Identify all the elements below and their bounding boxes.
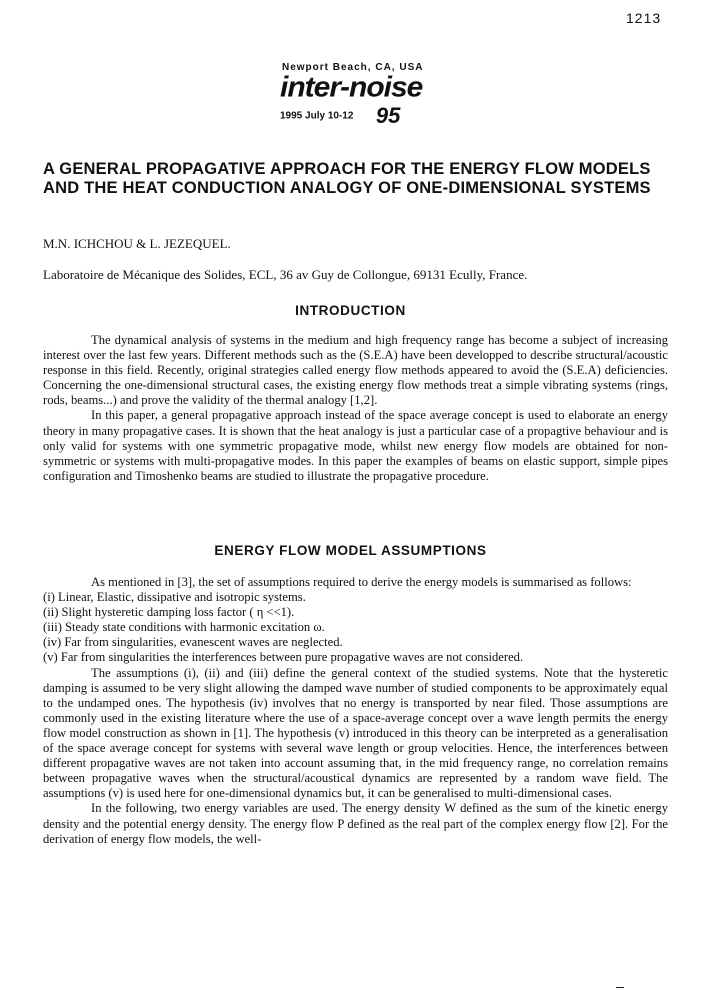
assumption-item: (iv) Far from singularities, evanescent waves are neglected. (43, 635, 343, 650)
assumptions-heading: ENERGY FLOW MODEL ASSUMPTIONS (214, 543, 487, 558)
conference-logo: inter-noise (280, 71, 423, 104)
assumptions-paragraph: In the following, two energy variables are used. The energy density W defined as the sum of the kinetic energy density and the potential energy density. The energy flow P defined as the real part of the complex energy flow [2]. For the derivation of energy flow models, the well- (43, 801, 668, 846)
conference-date-row (280, 103, 460, 129)
authors: M.N. ICHCHOU & L. JEZEQUEL. (43, 236, 231, 251)
conference-location: Newport Beach, CA, USA (282, 62, 424, 73)
assumption-item: (iii) Steady state conditions with harmonic excitation ω. (43, 620, 325, 635)
page-number: 1213 (626, 10, 662, 26)
assumption-item: (v) Far from singularities the interferences between pure propagative waves are not considered. (43, 650, 524, 665)
conference-header (270, 62, 460, 129)
introduction-heading: INTRODUCTION (295, 303, 406, 318)
affiliation: Laboratoire de Mécanique des Solides, ECL, 36 av Guy de Collongue, 69131 Ecully, France. (43, 267, 528, 282)
conference-year-logo: 95 (375, 103, 401, 128)
assumptions-paragraph: The assumptions (i), (ii) and (iii) define the general context of the studied systems. Note that the hysteretic damping is assumed to be very slight allowing the damped wave number of studied components to be approximately equal to the undamped ones. The hypothesis (iv) involves that no energy is transported by near filed. Those assumptions are commonly used in the existing literature where the use of a space-average concept over a wave length permits the energy flow model construction as shown in [1]. The hypothesis (v) introduced in this theory can be interpreted as a generalisation of the space average concept for systems with several wave length or group velocities. Hence, the interferences between different propagative waves are not taken into account assuming that, in the mid frequency range, no correlation remains between propagative waves when the structural/acoustical dynamics are represented by a random wave field. The assumptions (v) is used here for one-dimensional dynamics but, it can be generalised to multi-dimensional cases. (43, 665, 668, 801)
introduction-body (43, 333, 668, 484)
assumption-item: (ii) Slight hysteretic damping loss factor ( η <<1). (43, 605, 295, 620)
introduction-paragraph: The dynamical analysis of systems in the medium and high frequency range has become a subject of increasing interest over the last few years. Different methods such as the (S.E.A) have been developped to describe structural/acoustic response in this field. Recently, original strategies called energy flow methods appeared to avoid the (S.E.A) deficiencies. Concerning the one-dimensional structural cases, the existing energy flow methods treat a simple vibrating systems (rings, rods, beams...) and prove the validity of the thermal analogy [1,2]. (43, 333, 668, 408)
conference-date: 1995 July 10-12 (280, 110, 354, 122)
assumptions-intro: As mentioned in [3], the set of assumptions required to derive the energy models is summarised as follows: (91, 575, 632, 589)
introduction-paragraph: In this paper, a general propagative approach instead of the space average concept is used to elaborate an energy theory in many propagative cases. It is shown that the heat analogy is just a particular case of a propagtive behaviour and is only valid for systems with one symmetric propagative mode, whilst new energy flow models are obtained for non-symmetric or systems with multi-propagative modes. In this paper the examples of beams on elastic support, simple pipes configuration and Timoshenko beams are studied to illustrate the propagative procedure. (43, 408, 668, 483)
assumption-item: (i) Linear, Elastic, dissipative and isotropic systems. (43, 590, 306, 605)
assumptions-body (43, 575, 668, 847)
footer-mark (616, 987, 624, 988)
paper-title: A GENERAL PROPAGATIVE APPROACH FOR THE ENERGY FLOW MODELS AND THE HEAT CONDUCTION ANALOGY OF ONE-DIMENSIONAL SYSTEMS (43, 160, 651, 197)
